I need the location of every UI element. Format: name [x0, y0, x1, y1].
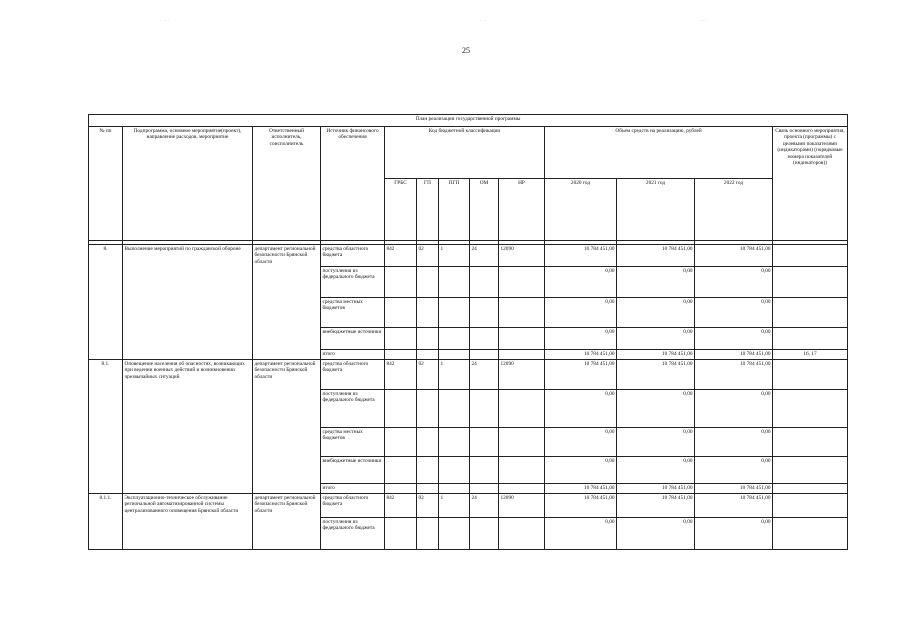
code-grbs	[385, 328, 417, 350]
indicator-link	[773, 360, 848, 390]
amount-2021: 0,00	[617, 457, 695, 484]
amount-2020: 0,00	[545, 428, 617, 457]
table-row	[89, 494, 848, 518]
amount-2021: 10 784 451,00	[617, 245, 695, 267]
header-2020: 2020 год	[545, 179, 617, 241]
code-grbs	[385, 428, 417, 457]
header-gp: ГП	[417, 179, 439, 241]
code-om	[470, 298, 499, 328]
code-grbs	[385, 267, 417, 298]
executor: департамент региональной безопасности Брянской области	[253, 360, 321, 494]
header-subprogram: Подпрограмма, основное мероприятие(проект), направление расходов, мероприятие	[123, 127, 253, 241]
code-om: 24	[470, 494, 499, 518]
funding-source: итого	[321, 350, 385, 360]
amount-2022: 0,00	[695, 298, 773, 328]
code-om: 24	[470, 360, 499, 390]
funding-source: поступления из федерального бюджета	[321, 518, 385, 550]
code-nr	[499, 518, 545, 550]
executor: департамент региональной безопасности Брянской области	[253, 494, 321, 550]
code-pgp	[439, 428, 470, 457]
code-om	[470, 390, 499, 428]
code-gp	[417, 267, 439, 298]
code-nr	[499, 350, 545, 360]
code-nr	[499, 428, 545, 457]
amount-2021: 10 784 451,00	[617, 494, 695, 518]
indicator-link	[773, 298, 848, 328]
table-row	[89, 245, 848, 267]
funding-source: итого	[321, 484, 385, 494]
activity-name: Выполнение мероприятий по гражданской обороне	[123, 245, 253, 360]
code-gp: 02	[417, 245, 439, 267]
code-grbs: 842	[385, 245, 417, 267]
indicator-link	[773, 245, 848, 267]
header-source: Источник финансового обеспечения	[321, 127, 385, 241]
amount-2022: 0,00	[695, 328, 773, 350]
funding-source: внебюджетные источники	[321, 457, 385, 484]
code-gp	[417, 428, 439, 457]
program-plan-table	[88, 114, 848, 550]
amount-2021: 10 784 451,00	[617, 350, 695, 360]
funding-source: средства областного бюджета	[321, 494, 385, 518]
code-gp	[417, 518, 439, 550]
code-pgp	[439, 328, 470, 350]
amount-2022: 10 784 451,00	[695, 350, 773, 360]
code-pgp	[439, 390, 470, 428]
header-pgp: ПГП	[439, 179, 470, 241]
amount-2022: 10 784 451,00	[695, 245, 773, 267]
amount-2022: 0,00	[695, 267, 773, 298]
amount-2020: 0,00	[545, 267, 617, 298]
amount-2022: 10 784 451,00	[695, 484, 773, 494]
indicator-link: 16, 17	[773, 350, 848, 360]
code-om	[470, 484, 499, 494]
amount-2021: 0,00	[617, 298, 695, 328]
header-om: ОМ	[470, 179, 499, 241]
executor: департамент региональной безопасности Брянской области	[253, 245, 321, 360]
header-executor: Ответственный исполнитель, соисполнитель	[253, 127, 321, 241]
code-grbs: 842	[385, 360, 417, 390]
row-number: 8.	[89, 245, 123, 360]
code-gp	[417, 390, 439, 428]
indicator-link	[773, 518, 848, 550]
code-nr	[499, 484, 545, 494]
amount-2021: 0,00	[617, 428, 695, 457]
funding-source: поступления из федерального бюджета	[321, 390, 385, 428]
code-pgp	[439, 518, 470, 550]
code-pgp	[439, 298, 470, 328]
amount-2022: 0,00	[695, 518, 773, 550]
code-gp	[417, 457, 439, 484]
code-nr	[499, 390, 545, 428]
code-grbs	[385, 350, 417, 360]
code-gp	[417, 350, 439, 360]
funding-source: поступления из федерального бюджета	[321, 267, 385, 298]
header-link: Связь основного мероприятия, проекта (программы) с целевыми показателями (индикаторами) (порядковые номера показателей (индикаторов))	[773, 127, 848, 241]
indicator-link	[773, 457, 848, 484]
header-2022: 2022 год	[695, 179, 773, 241]
code-nr: 12090	[499, 245, 545, 267]
activity-name: Эксплуатационно-техническое обслуживание региональной автоматизированной системы централизованного оповещения Брянской области	[123, 494, 253, 550]
code-pgp	[439, 267, 470, 298]
amount-2022: 0,00	[695, 457, 773, 484]
code-om: 24	[470, 245, 499, 267]
amount-2020: 0,00	[545, 518, 617, 550]
code-om	[470, 350, 499, 360]
code-grbs	[385, 390, 417, 428]
header-grbs: ГРБС	[385, 179, 417, 241]
code-gp: 02	[417, 494, 439, 518]
activity-name: Оповещение населения об опасностях, возникающих при ведении военных действий и возникновении чрезвычайных ситуаций	[123, 360, 253, 494]
code-pgp	[439, 484, 470, 494]
header-classification: Код бюджетной классификации	[385, 127, 545, 179]
code-om	[470, 328, 499, 350]
amount-2020: 10 784 451,00	[545, 245, 617, 267]
amount-2020: 0,00	[545, 328, 617, 350]
code-pgp	[439, 457, 470, 484]
indicator-link	[773, 328, 848, 350]
amount-2020: 0,00	[545, 298, 617, 328]
code-pgp: 1	[439, 245, 470, 267]
amount-2020: 0,00	[545, 390, 617, 428]
code-grbs	[385, 457, 417, 484]
indicator-link	[773, 267, 848, 298]
amount-2022: 0,00	[695, 390, 773, 428]
funding-source: средства областного бюджета	[321, 360, 385, 390]
code-om	[470, 518, 499, 550]
code-nr: 12090	[499, 360, 545, 390]
code-pgp: 1	[439, 360, 470, 390]
amount-2021: 0,00	[617, 328, 695, 350]
amount-2020: 10 784 451,00	[545, 350, 617, 360]
code-grbs	[385, 298, 417, 328]
code-nr: 12090	[499, 494, 545, 518]
code-grbs: 842	[385, 494, 417, 518]
code-om	[470, 267, 499, 298]
amount-2021: 0,00	[617, 518, 695, 550]
scan-speck: . . .	[480, 18, 487, 23]
amount-2020: 10 784 451,00	[545, 484, 617, 494]
indicator-link	[773, 428, 848, 457]
scan-speck: . . . .	[160, 18, 169, 23]
table-row	[89, 360, 848, 390]
funding-source: средства местных бюджетов	[321, 428, 385, 457]
amount-2020: 10 784 451,00	[545, 494, 617, 518]
amount-2021: 0,00	[617, 267, 695, 298]
header-num: № пп	[89, 127, 123, 241]
code-gp	[417, 484, 439, 494]
code-pgp	[439, 350, 470, 360]
code-om	[470, 457, 499, 484]
amount-2021: 10 784 451,00	[617, 360, 695, 390]
code-gp	[417, 298, 439, 328]
header-volume: Объем средств на реализацию, рублей	[545, 127, 773, 179]
header-nr: НР	[499, 179, 545, 241]
amount-2022: 0,00	[695, 428, 773, 457]
indicator-link	[773, 494, 848, 518]
amount-2021: 10 784 451,00	[617, 484, 695, 494]
code-nr	[499, 267, 545, 298]
code-nr	[499, 328, 545, 350]
header-2021: 2021 год	[617, 179, 695, 241]
amount-2022: 10 784 451,00	[695, 494, 773, 518]
table-title: План реализации государственной программы	[89, 115, 848, 127]
amount-2020: 0,00	[545, 457, 617, 484]
page-number: 25	[462, 46, 470, 55]
code-pgp: 1	[439, 494, 470, 518]
amount-2021: 0,00	[617, 390, 695, 428]
funding-source: средства областного бюджета	[321, 245, 385, 267]
code-grbs	[385, 484, 417, 494]
funding-source: внебюджетные источники	[321, 328, 385, 350]
code-gp: 02	[417, 360, 439, 390]
row-number: 8.1.1.	[89, 494, 123, 550]
code-nr	[499, 457, 545, 484]
code-gp	[417, 328, 439, 350]
indicator-link	[773, 390, 848, 428]
funding-source: средства местных бюджетов	[321, 298, 385, 328]
code-nr	[499, 298, 545, 328]
amount-2020: 10 784 451,00	[545, 360, 617, 390]
amount-2022: 10 784 451,00	[695, 360, 773, 390]
code-grbs	[385, 518, 417, 550]
row-number: 8.1.	[89, 360, 123, 494]
code-om	[470, 428, 499, 457]
indicator-link	[773, 484, 848, 494]
scan-speck: . . .	[700, 18, 707, 23]
